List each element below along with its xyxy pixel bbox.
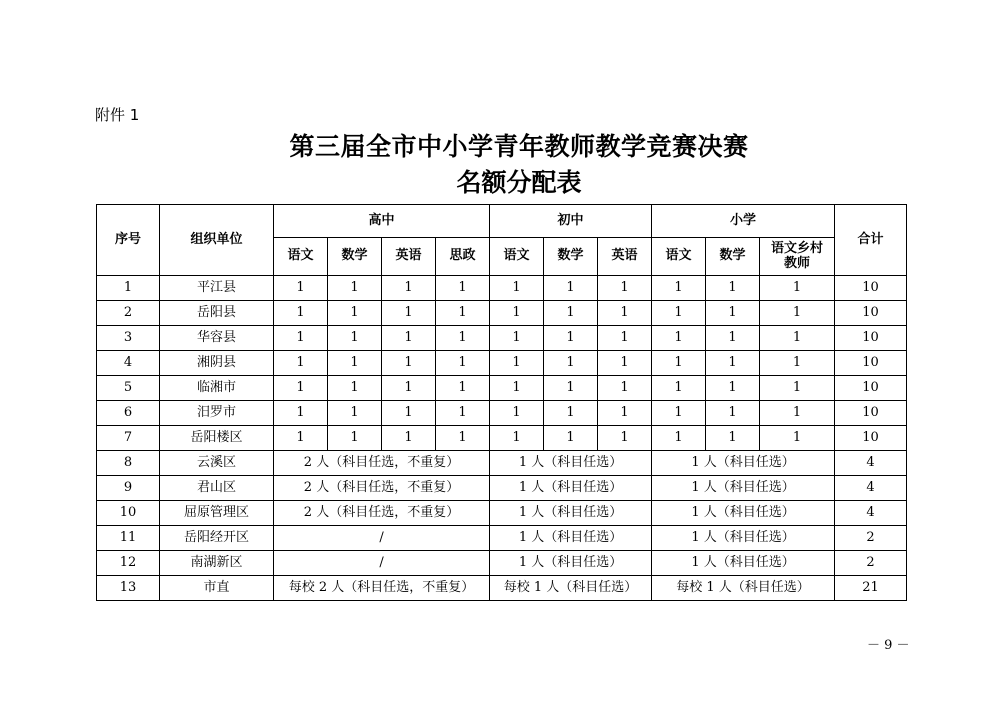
cell-quota: 1 — [382, 326, 436, 351]
cell-unit: 平江县 — [160, 276, 274, 301]
cell-quota: 1 — [706, 276, 760, 301]
cell-quota: 1 — [382, 426, 436, 451]
cell-index: 9 — [97, 476, 160, 501]
cell-quota: 1 — [328, 351, 382, 376]
cell-quota: 1 — [760, 401, 835, 426]
cell-quota: 1 — [706, 351, 760, 376]
cell-index: 12 — [97, 551, 160, 576]
cell-quota: 1 — [652, 301, 706, 326]
cell-junior-high-quota: 1 人（科目任选） — [490, 476, 652, 501]
cell-quota: 1 — [652, 326, 706, 351]
table-row — [97, 476, 907, 501]
cell-quota: 1 — [544, 376, 598, 401]
table-row — [97, 426, 907, 451]
header-subject: 数学 — [544, 238, 598, 276]
table-row — [97, 351, 907, 376]
cell-total: 10 — [835, 426, 907, 451]
cell-quota: 1 — [436, 376, 490, 401]
cell-quota: 1 — [544, 326, 598, 351]
cell-high-school-quota: 2 人（科目任选，不重复） — [274, 476, 490, 501]
cell-index: 8 — [97, 451, 160, 476]
cell-quota: 1 — [706, 426, 760, 451]
page-number: － 9 － — [867, 638, 910, 653]
cell-quota: 1 — [598, 351, 652, 376]
cell-quota: 1 — [436, 326, 490, 351]
cell-quota: 1 — [598, 376, 652, 401]
cell-index: 1 — [97, 276, 160, 301]
cell-high-school-quota: 2 人（科目任选，不重复） — [274, 501, 490, 526]
quota-table — [96, 204, 907, 601]
cell-quota: 1 — [760, 276, 835, 301]
cell-high-school-quota: 2 人（科目任选，不重复） — [274, 451, 490, 476]
header-subject: 思政 — [436, 238, 490, 276]
cell-junior-high-quota: 每校 1 人（科目任选） — [490, 576, 652, 601]
cell-quota: 1 — [274, 426, 328, 451]
cell-total: 4 — [835, 476, 907, 501]
cell-total: 4 — [835, 501, 907, 526]
cell-quota: 1 — [328, 376, 382, 401]
document-subtitle: 名额分配表 — [456, 168, 582, 197]
cell-quota: 1 — [760, 351, 835, 376]
cell-quota: 1 — [760, 426, 835, 451]
header-subject: 数学 — [328, 238, 382, 276]
cell-quota: 1 — [328, 426, 382, 451]
document-title: 第三届全市中小学青年教师教学竞赛决赛 — [289, 132, 749, 161]
cell-primary-quota: 1 人（科目任选） — [652, 476, 835, 501]
header-unit: 组织单位 — [160, 205, 274, 276]
cell-total: 2 — [835, 551, 907, 576]
cell-total: 10 — [835, 401, 907, 426]
cell-unit: 岳阳县 — [160, 301, 274, 326]
cell-total: 10 — [835, 326, 907, 351]
header-junior-high: 初中 — [490, 205, 652, 238]
cell-total: 4 — [835, 451, 907, 476]
cell-junior-high-quota: 1 人（科目任选） — [490, 551, 652, 576]
cell-unit: 君山区 — [160, 476, 274, 501]
table-row — [97, 376, 907, 401]
cell-quota: 1 — [490, 376, 544, 401]
cell-quota: 1 — [436, 351, 490, 376]
cell-unit: 临湘市 — [160, 376, 274, 401]
cell-quota: 1 — [490, 351, 544, 376]
cell-total: 2 — [835, 526, 907, 551]
cell-unit: 南湖新区 — [160, 551, 274, 576]
cell-quota: 1 — [652, 351, 706, 376]
header-index: 序号 — [97, 205, 160, 276]
table-body — [97, 276, 907, 601]
cell-quota: 1 — [652, 376, 706, 401]
cell-unit: 屈原管理区 — [160, 501, 274, 526]
cell-junior-high-quota: 1 人（科目任选） — [490, 526, 652, 551]
cell-quota: 1 — [382, 401, 436, 426]
cell-quota: 1 — [544, 401, 598, 426]
table-row — [97, 326, 907, 351]
cell-quota: 1 — [760, 301, 835, 326]
cell-quota: 1 — [436, 301, 490, 326]
cell-quota: 1 — [544, 351, 598, 376]
cell-quota: 1 — [598, 426, 652, 451]
cell-quota: 1 — [760, 326, 835, 351]
cell-quota: 1 — [652, 401, 706, 426]
cell-quota: 1 — [598, 276, 652, 301]
attachment-label: 附件 1 — [95, 106, 140, 124]
cell-index: 7 — [97, 426, 160, 451]
table-row — [97, 576, 907, 601]
cell-high-school-quota: 每校 2 人（科目任选，不重复） — [274, 576, 490, 601]
cell-index: 13 — [97, 576, 160, 601]
cell-total: 10 — [835, 376, 907, 401]
cell-quota: 1 — [382, 301, 436, 326]
cell-unit: 华容县 — [160, 326, 274, 351]
cell-quota: 1 — [274, 301, 328, 326]
header-subject: 英语 — [382, 238, 436, 276]
table-row — [97, 401, 907, 426]
header-primary: 小学 — [652, 205, 835, 238]
cell-index: 11 — [97, 526, 160, 551]
cell-index: 3 — [97, 326, 160, 351]
cell-primary-quota: 1 人（科目任选） — [652, 526, 835, 551]
cell-quota: 1 — [706, 301, 760, 326]
cell-quota: 1 — [544, 426, 598, 451]
cell-index: 6 — [97, 401, 160, 426]
cell-junior-high-quota: 1 人（科目任选） — [490, 501, 652, 526]
table-row — [97, 276, 907, 301]
cell-primary-quota: 1 人（科目任选） — [652, 451, 835, 476]
cell-unit: 湘阴县 — [160, 351, 274, 376]
cell-high-school-quota: / — [274, 526, 490, 551]
table-row — [97, 551, 907, 576]
cell-quota: 1 — [490, 326, 544, 351]
cell-quota: 1 — [274, 326, 328, 351]
header-subject: 语文 — [490, 238, 544, 276]
cell-index: 4 — [97, 351, 160, 376]
cell-quota: 1 — [436, 401, 490, 426]
cell-quota: 1 — [274, 401, 328, 426]
cell-primary-quota: 1 人（科目任选） — [652, 551, 835, 576]
cell-unit: 岳阳经开区 — [160, 526, 274, 551]
cell-quota: 1 — [436, 426, 490, 451]
cell-quota: 1 — [706, 376, 760, 401]
header-subject: 英语 — [598, 238, 652, 276]
header-subject: 数学 — [706, 238, 760, 276]
cell-quota: 1 — [490, 276, 544, 301]
cell-quota: 1 — [760, 376, 835, 401]
cell-quota: 1 — [274, 376, 328, 401]
cell-quota: 1 — [652, 426, 706, 451]
header-subject: 语文 — [274, 238, 328, 276]
cell-unit: 云溪区 — [160, 451, 274, 476]
table-row — [97, 301, 907, 326]
cell-index: 5 — [97, 376, 160, 401]
cell-quota: 1 — [328, 276, 382, 301]
cell-primary-quota: 每校 1 人（科目任选） — [652, 576, 835, 601]
cell-index: 10 — [97, 501, 160, 526]
table-row — [97, 526, 907, 551]
cell-quota: 1 — [274, 276, 328, 301]
cell-junior-high-quota: 1 人（科目任选） — [490, 451, 652, 476]
cell-total: 10 — [835, 351, 907, 376]
cell-quota: 1 — [490, 301, 544, 326]
cell-quota: 1 — [598, 401, 652, 426]
cell-quota: 1 — [328, 326, 382, 351]
cell-quota: 1 — [328, 301, 382, 326]
header-subject: 语文 — [652, 238, 706, 276]
cell-quota: 1 — [598, 301, 652, 326]
cell-quota: 1 — [436, 276, 490, 301]
cell-quota: 1 — [598, 326, 652, 351]
cell-high-school-quota: / — [274, 551, 490, 576]
cell-primary-quota: 1 人（科目任选） — [652, 501, 835, 526]
cell-quota: 1 — [544, 276, 598, 301]
cell-quota: 1 — [706, 401, 760, 426]
cell-index: 2 — [97, 301, 160, 326]
cell-quota: 1 — [706, 326, 760, 351]
cell-quota: 1 — [382, 276, 436, 301]
cell-quota: 1 — [328, 401, 382, 426]
cell-total: 21 — [835, 576, 907, 601]
header-subject: 语文乡村教师 — [760, 238, 835, 276]
cell-unit: 市直 — [160, 576, 274, 601]
table-row — [97, 451, 907, 476]
header-total: 合计 — [835, 205, 907, 276]
cell-unit: 汨罗市 — [160, 401, 274, 426]
cell-quota: 1 — [274, 351, 328, 376]
cell-quota: 1 — [544, 301, 598, 326]
cell-quota: 1 — [490, 401, 544, 426]
cell-quota: 1 — [382, 351, 436, 376]
cell-quota: 1 — [652, 276, 706, 301]
cell-unit: 岳阳楼区 — [160, 426, 274, 451]
table-row — [97, 501, 907, 526]
cell-total: 10 — [835, 276, 907, 301]
cell-total: 10 — [835, 301, 907, 326]
header-high-school: 高中 — [274, 205, 490, 238]
cell-quota: 1 — [490, 426, 544, 451]
cell-quota: 1 — [382, 376, 436, 401]
